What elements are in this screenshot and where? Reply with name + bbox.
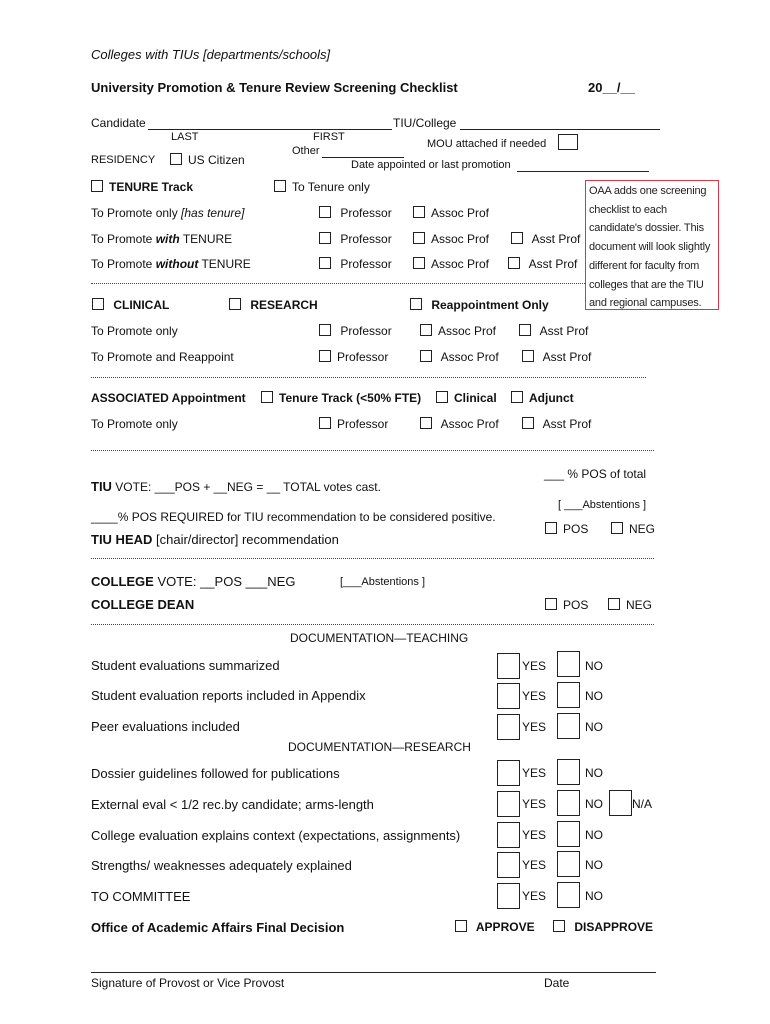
divider (91, 377, 646, 378)
yes-checkbox[interactable] (497, 714, 520, 740)
yes-label: YES (522, 720, 547, 734)
divider (91, 283, 585, 284)
yes-checkbox[interactable] (497, 791, 520, 817)
checkbox[interactable] (611, 522, 623, 534)
disapprove-option[interactable]: DISAPPROVE (553, 920, 653, 934)
approve-option[interactable]: APPROVE (455, 920, 535, 934)
dean-pos-option[interactable]: POS (545, 598, 588, 612)
approve-checkbox[interactable] (455, 920, 467, 932)
college-vote-line[interactable]: COLLEGE VOTE: __POS ___NEG (91, 574, 296, 589)
no-label: NO (585, 720, 603, 734)
checkbox[interactable] (508, 257, 520, 269)
associated-clinical-option[interactable]: Clinical (436, 391, 497, 405)
clinical-promote-reappoint-label: To Promote and Reappoint (91, 350, 234, 364)
doc-item-label: TO COMMITTEE (91, 889, 191, 904)
no-checkbox[interactable] (557, 682, 580, 708)
yes-label: YES (522, 659, 547, 673)
first-label: FIRST (313, 131, 345, 143)
no-checkbox[interactable] (557, 651, 580, 677)
doc-item-label: Dossier guidelines followed for publications (91, 766, 340, 781)
residency-label: RESIDENCY (91, 154, 156, 166)
checkbox[interactable] (420, 324, 432, 336)
colleges-line: Colleges with TIUs [departments/schools] (91, 47, 331, 62)
divider (91, 450, 654, 451)
tenure-track-checkbox[interactable] (91, 180, 103, 192)
tiu-vote-line[interactable]: TIU VOTE: ___POS + __NEG = __ TOTAL votes cast. (91, 479, 381, 494)
checkbox[interactable] (413, 206, 425, 218)
tenure-r2-assoc[interactable]: Assoc Prof (413, 232, 489, 246)
checkbox[interactable] (261, 391, 273, 403)
tenure-r1-professor[interactable]: Professor (319, 206, 392, 220)
tenure-r2-asst[interactable]: Asst Prof (511, 232, 580, 246)
tenure-r2-professor[interactable]: Professor (319, 232, 392, 246)
no-label: NO (585, 828, 603, 842)
clinical-checkbox[interactable] (92, 298, 104, 310)
yes-checkbox[interactable] (497, 883, 520, 909)
checkbox[interactable] (545, 522, 557, 534)
tenure-r3-asst[interactable]: Asst Prof (508, 257, 577, 271)
research-checkbox[interactable] (229, 298, 241, 310)
clinical-r2-professor[interactable]: Professor (319, 350, 388, 364)
pos-of-total-field[interactable]: ___ % POS of total (544, 467, 647, 481)
checkbox[interactable] (319, 417, 331, 429)
promote-only-tenured-label: To Promote only [has tenure] (91, 206, 245, 220)
checkbox[interactable] (511, 232, 523, 244)
tiu-neg-option[interactable]: NEG (611, 522, 655, 536)
yes-label: YES (522, 766, 547, 780)
page-title: University Promotion & Tenure Review Screening Checklist (91, 80, 458, 95)
tenure-r3-assoc[interactable]: Assoc Prof (413, 257, 489, 271)
teaching-header: DOCUMENTATION—TEACHING (290, 631, 469, 645)
checkbox[interactable] (519, 324, 531, 336)
yes-label: YES (522, 858, 547, 872)
yes-checkbox[interactable] (497, 760, 520, 786)
checkbox[interactable] (511, 391, 523, 403)
checkbox[interactable] (319, 257, 331, 269)
other-label: Other (292, 145, 320, 157)
college-dean-label: COLLEGE DEAN (91, 597, 195, 612)
year-field[interactable]: 20__/__ (588, 80, 635, 95)
research-option[interactable]: RESEARCH (229, 298, 318, 312)
mou-label: MOU attached if needed (427, 138, 547, 150)
candidate-label: Candidate (91, 116, 146, 130)
tenure-r3-professor[interactable]: Professor (319, 257, 392, 271)
no-label: NO (585, 858, 603, 872)
associated-appointment-label: ASSOCIATED Appointment (91, 391, 246, 405)
clinical-r1-professor[interactable]: Professor (319, 324, 392, 338)
checkbox[interactable] (608, 598, 620, 610)
checkbox[interactable] (413, 232, 425, 244)
checkbox[interactable] (319, 232, 331, 244)
doc-item-label: External eval < 1/2 rec.by candidate; arms-length (91, 797, 374, 812)
no-label: NO (585, 797, 603, 811)
reappointment-option[interactable]: Reappointment Only (410, 298, 549, 312)
associated-promote-only-label: To Promote only (91, 417, 178, 431)
divider (91, 558, 654, 559)
tiu-college-field[interactable] (460, 129, 660, 130)
clinical-promote-only-label: To Promote only (91, 324, 178, 338)
date-label: Date (544, 976, 570, 990)
no-label: NO (585, 889, 603, 903)
college-abstentions-field[interactable]: [___Abstentions ] (340, 576, 426, 588)
reappointment-checkbox[interactable] (410, 298, 422, 310)
yes-checkbox[interactable] (497, 822, 520, 848)
na-label: N/A (632, 797, 653, 811)
checkbox[interactable] (319, 206, 331, 218)
yes-checkbox[interactable] (497, 852, 520, 878)
research-header: DOCUMENTATION—RESEARCH (288, 740, 471, 754)
promote-without-tenure-label: To Promote without TENURE (91, 257, 251, 271)
no-checkbox[interactable] (557, 790, 580, 816)
yes-label: YES (522, 689, 547, 703)
yes-label: YES (522, 828, 547, 842)
clinical-option[interactable]: CLINICAL (92, 298, 169, 312)
pos-required-field[interactable]: ____% POS REQUIRED for TIU recommendation to be considered positive. (91, 510, 496, 524)
clinical-r1-assoc[interactable]: Assoc Prof (420, 324, 496, 338)
no-checkbox[interactable] (557, 759, 580, 785)
tiu-abstentions-field[interactable]: [ ___Abstentions ] (558, 499, 647, 511)
no-checkbox[interactable] (557, 713, 580, 739)
yes-label: YES (522, 797, 547, 811)
last-label: LAST (171, 131, 199, 143)
other-field[interactable] (322, 157, 404, 158)
checkbox[interactable] (413, 257, 425, 269)
yes-checkbox[interactable] (497, 683, 520, 709)
date-appointed-field[interactable] (517, 171, 649, 172)
checkbox[interactable] (522, 417, 534, 429)
signature-line[interactable] (91, 972, 656, 973)
na-checkbox[interactable] (609, 790, 632, 816)
disapprove-checkbox[interactable] (553, 920, 565, 932)
associated-asst[interactable]: Asst Prof (522, 417, 591, 431)
no-checkbox[interactable] (557, 851, 580, 877)
dean-neg-option[interactable]: NEG (608, 598, 652, 612)
no-checkbox[interactable] (557, 821, 580, 847)
oaa-note: OAA adds one screening checklist to each candidate's dossier. This document will look slightly different for faculty from colleges that are the TIU and regional campuses. (585, 180, 719, 310)
clinical-r1-asst[interactable]: Asst Prof (519, 324, 588, 338)
checkbox[interactable] (522, 350, 534, 362)
checkbox[interactable] (319, 324, 331, 336)
yes-checkbox[interactable] (497, 653, 520, 679)
doc-item-label: Student evaluation reports included in Appendix (91, 688, 366, 703)
associated-professor[interactable]: Professor (319, 417, 388, 431)
doc-item-label: Strengths/ weaknesses adequately explained (91, 858, 352, 873)
tenure-track-option[interactable]: TENURE Track (91, 180, 193, 194)
tiu-pos-option[interactable]: POS (545, 522, 588, 536)
to-tenure-only-option[interactable]: To Tenure only (274, 180, 370, 194)
candidate-name-field[interactable] (148, 129, 392, 130)
mou-checkbox[interactable] (558, 134, 578, 150)
checkbox[interactable] (545, 598, 557, 610)
no-label: NO (585, 689, 603, 703)
no-label: NO (585, 766, 603, 780)
doc-item-label: Student evaluations summarized (91, 658, 280, 673)
us-citizen-option[interactable]: US Citizen (170, 153, 245, 167)
to-tenure-only-checkbox[interactable] (274, 180, 286, 192)
divider (91, 624, 654, 625)
clinical-r2-assoc[interactable]: Assoc Prof (420, 350, 499, 364)
promote-with-tenure-label: To Promote with TENURE (91, 232, 233, 246)
checkbox[interactable] (420, 350, 432, 362)
associated-tenure-track-option[interactable]: Tenure Track (<50% FTE) (261, 391, 421, 405)
yes-label: YES (522, 889, 547, 903)
associated-adjunct-option[interactable]: Adjunct (511, 391, 574, 405)
tenure-r1-assoc[interactable]: Assoc Prof (413, 206, 489, 220)
final-decision-label: Office of Academic Affairs Final Decision (91, 920, 345, 935)
checkbox[interactable] (420, 417, 432, 429)
no-checkbox[interactable] (557, 882, 580, 908)
doc-item-label: Peer evaluations included (91, 719, 240, 734)
doc-item-label: College evaluation explains context (expectations, assignments) (91, 828, 461, 843)
tiu-college-label: TIU/College (393, 116, 457, 130)
signature-label: Signature of Provost or Vice Provost (91, 976, 285, 990)
no-label: NO (585, 659, 603, 673)
date-appointed-label: Date appointed or last promotion (351, 159, 511, 171)
associated-assoc[interactable]: Assoc Prof (420, 417, 499, 431)
checkbox[interactable] (436, 391, 448, 403)
tiu-head-recommendation: TIU HEAD [chair/director] recommendation (91, 532, 339, 547)
clinical-r2-asst[interactable]: Asst Prof (522, 350, 591, 364)
checkbox[interactable] (319, 350, 331, 362)
us-citizen-checkbox[interactable] (170, 153, 182, 165)
